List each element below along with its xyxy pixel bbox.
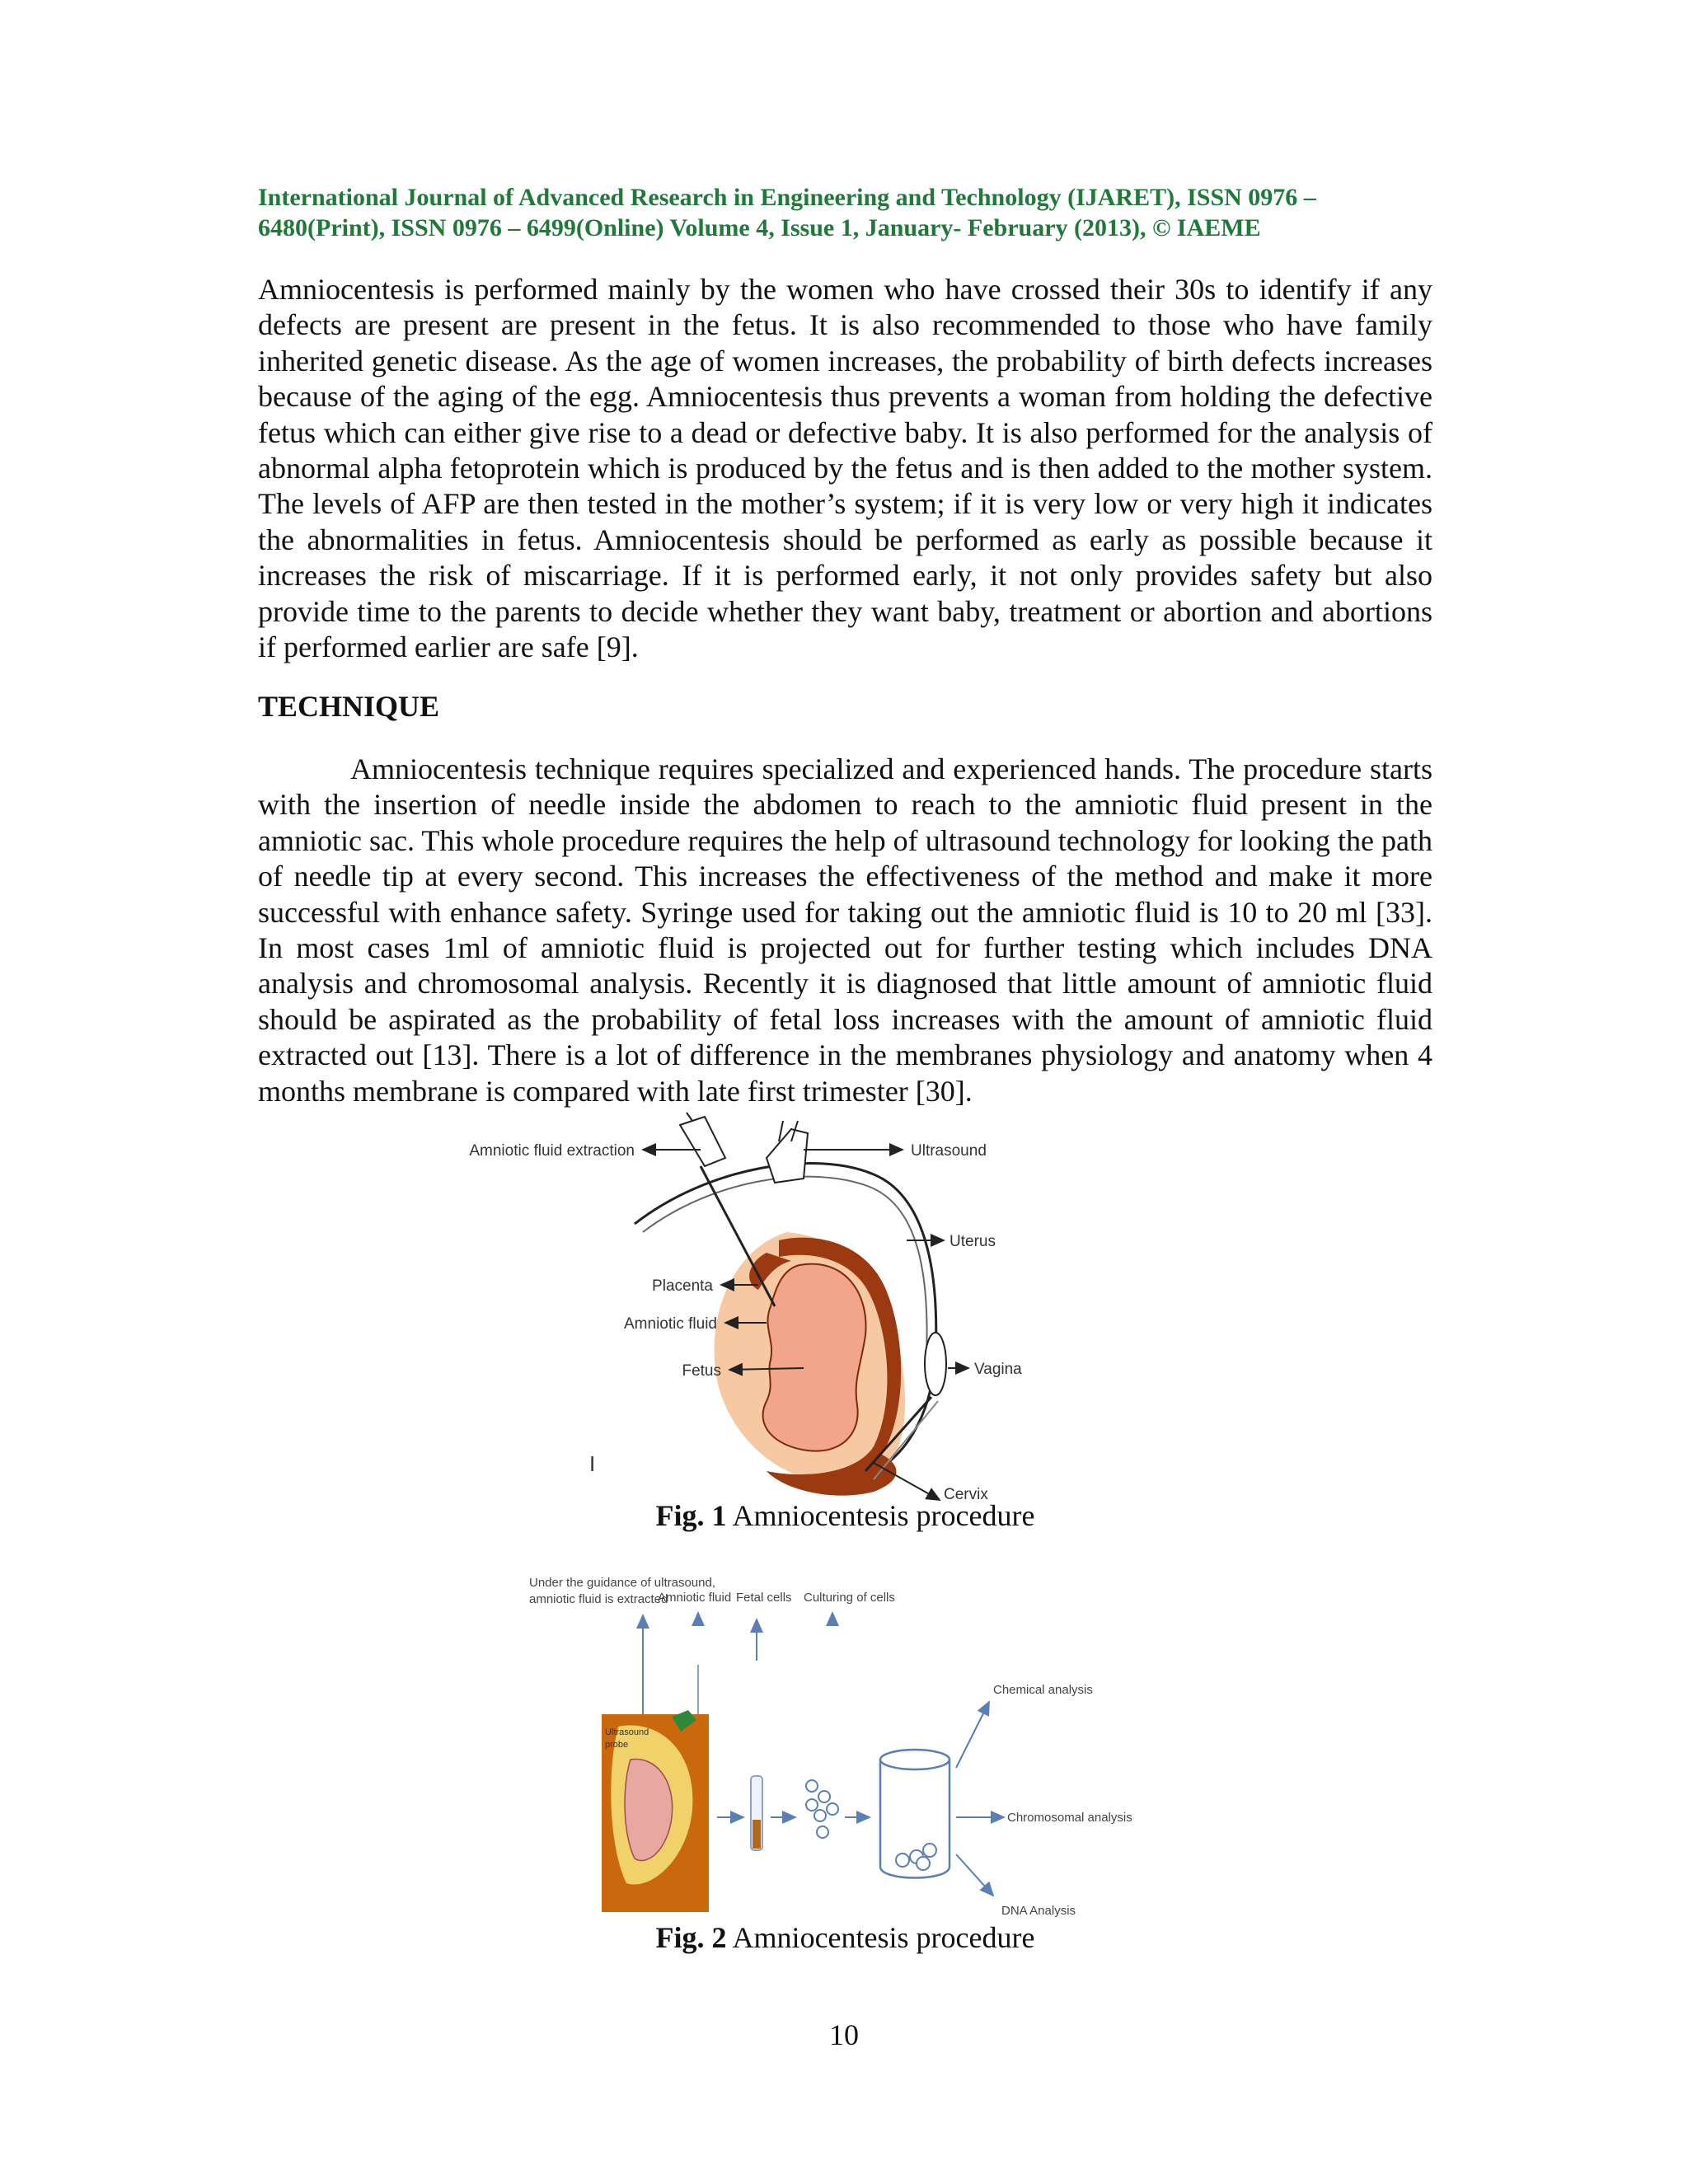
label-chemical-analysis: Chemical analysis [993,1683,1093,1697]
label-amniotic-fluid: Amniotic fluid [624,1315,717,1333]
figure-2-caption [258,1920,1432,1955]
fetus-shape [763,1264,866,1451]
figure-2-caption-label: Fig. 2 [655,1921,727,1954]
label-probe-line-2: probe [605,1740,629,1750]
figure-2-caption-text: Amniocentesis procedure [726,1921,1035,1954]
stray-mark: I [589,1451,596,1476]
label-chromosomal-analysis: Chromosomal analysis [1007,1811,1132,1825]
figure-1-diagram [469,1117,1170,1504]
label-guidance-line-2: amniotic fluid is extracted [529,1592,668,1606]
label-vagina: Vagina [974,1361,1022,1378]
vagina-shape [925,1333,946,1395]
label-culturing: Culturing of cells [804,1591,895,1605]
label-dna-analysis: DNA Analysis [1001,1904,1076,1918]
label-fetal-cells: Fetal cells [736,1591,792,1605]
section-title: TECHNIQUE [258,690,440,723]
journal-header-line-1: International Journal of Advanced Research in Engineering and Technology (IJARET), ISSN 0976 – [258,184,1316,211]
figure-2-diagram [519,1570,1170,1924]
label-probe-line-1: Ultrasound [605,1727,649,1737]
figure-1-caption-text: Amniocentesis procedure [726,1499,1035,1532]
ultrasound-probe-icon [767,1129,808,1183]
fetal-cells-icon [806,1780,838,1838]
syringe-icon [680,1117,725,1166]
label-placenta: Placenta [652,1277,713,1295]
label-ultrasound: Ultrasound [911,1142,987,1160]
technique-paragraph: Amniocentesis technique requires specialized and experienced hands. The procedure starts with the insertion of needle inside the abdomen to reach to the amniotic fluid present in the amniotic sac. This whole procedure requires the help of ultrasound technology for looking the path of needle tip at every second. This increases the effectiveness of the method and make it more successful with enhance safety. Syringe used for taking out the amniotic fluid is 10 to 20 ml [33]. In most cases 1ml of amniotic fluid is projected out for further testing which includes DNA analysis and chromosomal analysis. Recently it is diagnosed that little amount of amniotic fluid should be aspirated as the probability of fetal loss increases with the amount of amniotic fluid extracted out [13]. There is a lot of difference in the membranes physiology and anatomy when 4 months membrane is compared with late first trimester [30]. [258,752,1432,1108]
intro-paragraph: Amniocentesis is performed mainly by the women who have crossed their 30s to identify if any defects are present are present in the fetus. It is also recommended to those who have family inherited genetic disease. As the age of women increases, the probability of birth defects increases because of the aging of the egg. Amniocentesis thus prevents a woman from holding the defective fetus which can either give rise to a dead or defective baby. It is also performed for the analysis of abnormal alpha fetoprotein which is produced by the fetus and is then added to the mother system. The levels of AFP are then tested in the mother’s system; if it is very low or very high it indicates the abnormalities in fetus. Amniocentesis should be performed as early as possible because it increases the risk of miscarriage. If it is performed early, it not only provides safety but also provide time to the parents to decide whether they want baby, treatment or abortion and abortions if performed earlier are safe [9]. [258,273,1432,664]
figure-1-caption [258,1498,1432,1533]
label-amniotic-fluid-2: Amniotic fluid [658,1591,732,1605]
figure-1-caption-label: Fig. 1 [655,1499,727,1532]
label-guidance-line-1: Under the guidance of ultrasound, [529,1576,715,1590]
journal-header [258,182,1432,243]
journal-header-line-2: 6480(Print), ISSN 0976 – 6499(Online) Volume 4, Issue 1, January- February (2013), © IAEME [258,214,1261,241]
label-fetus: Fetus [682,1362,721,1380]
page-number: 10 [829,2018,859,2051]
label-amniotic-fluid-extraction: Amniotic fluid extraction [469,1142,635,1160]
label-cervix: Cervix [944,1486,988,1503]
label-uterus: Uterus [950,1233,996,1250]
